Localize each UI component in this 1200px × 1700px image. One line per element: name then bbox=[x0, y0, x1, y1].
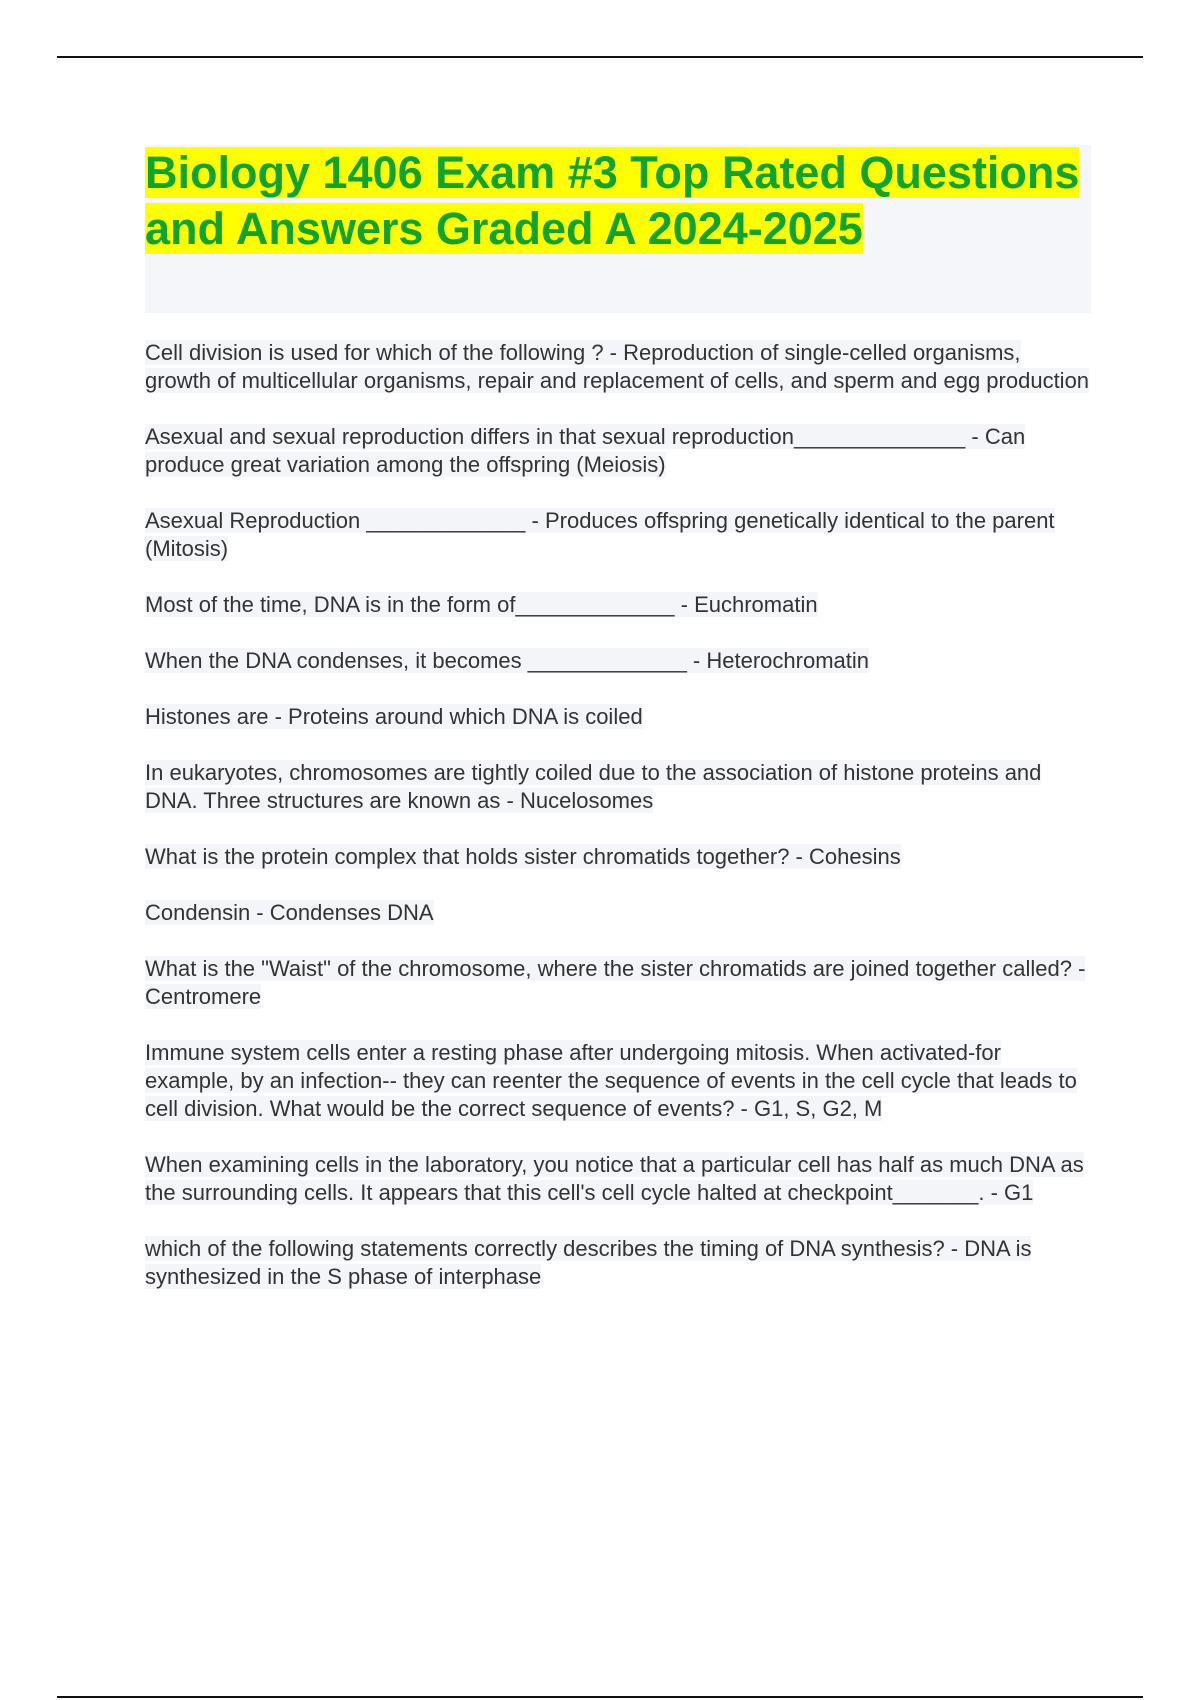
qa-item bbox=[145, 591, 1091, 619]
qa-item bbox=[145, 1235, 1091, 1291]
qa-item bbox=[145, 507, 1091, 563]
qa-text: When the DNA condenses, it becomes _____________ - Heterochromatin bbox=[145, 648, 869, 673]
qa-list bbox=[145, 339, 1091, 1319]
qa-text: Asexual Reproduction _____________ - Produces offspring genetically identical to the parent (Mitosis) bbox=[145, 508, 1055, 561]
qa-item bbox=[145, 423, 1091, 479]
qa-item bbox=[145, 1039, 1091, 1123]
qa-item bbox=[145, 703, 1091, 731]
qa-text: which of the following statements correctly describes the timing of DNA synthesis? - DNA is synthesized in the S phase of interphase bbox=[145, 1236, 1032, 1289]
qa-text: In eukaryotes, chromosomes are tightly coiled due to the association of histone proteins and DNA. Three structures are known as - Nucelosomes bbox=[145, 760, 1042, 813]
title-block bbox=[145, 145, 1091, 313]
qa-item bbox=[145, 1151, 1091, 1207]
qa-text: Most of the time, DNA is in the form of_____________ - Euchromatin bbox=[145, 592, 818, 617]
qa-item bbox=[145, 899, 1091, 927]
document-title bbox=[145, 145, 1091, 257]
qa-text: Immune system cells enter a resting phase after undergoing mitosis. When activated-for example, by an infection-- they can reenter the sequence of events in the cell cycle that leads to cell division. What would be the correct sequence of events? - G1, S, G2, M bbox=[145, 1040, 1077, 1121]
qa-item bbox=[145, 843, 1091, 871]
qa-text: What is the "Waist" of the chromosome, where the sister chromatids are joined together called? - Centromere bbox=[145, 956, 1086, 1009]
bottom-rule bbox=[57, 1696, 1143, 1698]
qa-item bbox=[145, 339, 1091, 395]
qa-text: When examining cells in the laboratory, you notice that a particular cell has half as much DNA as the surrounding cells. It appears that this cell's cell cycle halted at checkpoint_______. - G1 bbox=[145, 1152, 1084, 1205]
qa-text: Cell division is used for which of the following ? - Reproduction of single-celled organisms, growth of multicellular organisms, repair and replacement of cells, and sperm and egg production bbox=[145, 340, 1090, 393]
qa-item bbox=[145, 647, 1091, 675]
qa-item bbox=[145, 955, 1091, 1011]
qa-text: Condensin - Condenses DNA bbox=[145, 900, 434, 925]
qa-item bbox=[145, 759, 1091, 815]
top-rule bbox=[57, 56, 1143, 58]
document-title-text: Biology 1406 Exam #3 Top Rated Questions and Answers Graded A 2024-2025 bbox=[145, 147, 1080, 254]
qa-text: Histones are - Proteins around which DNA is coiled bbox=[145, 704, 643, 729]
qa-text: What is the protein complex that holds sister chromatids together? - Cohesins bbox=[145, 844, 901, 869]
qa-text: Asexual and sexual reproduction differs in that sexual reproduction______________ - Can produce great variation among the offspring (Meiosis) bbox=[145, 424, 1026, 477]
